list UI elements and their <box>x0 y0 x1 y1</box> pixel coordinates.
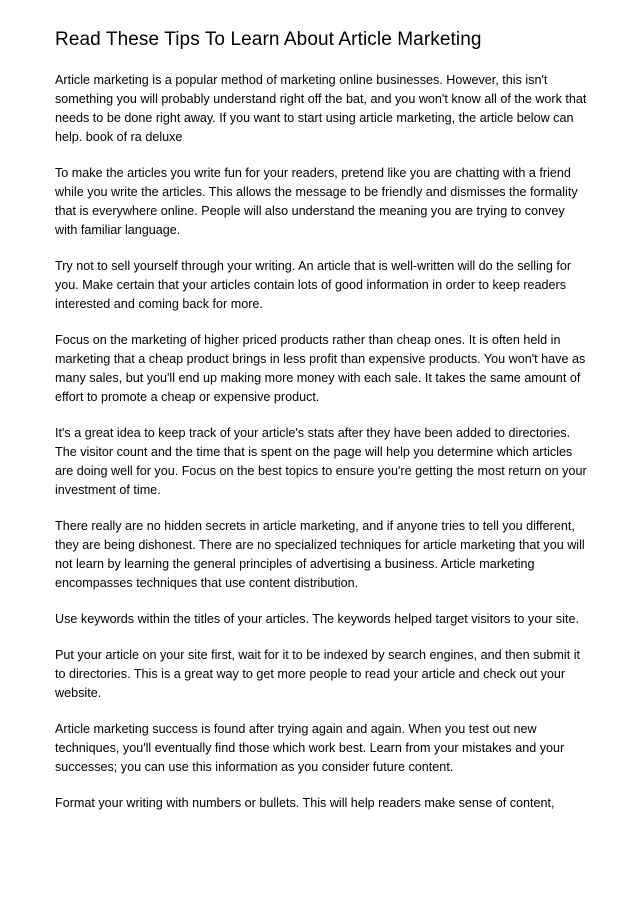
paragraph: Use keywords within the titles of your articles. The keywords helped target visitors to your site. <box>55 612 580 626</box>
paragraph-list <box>55 71 587 813</box>
document-title: Read These Tips To Learn About Article Marketing <box>55 29 482 50</box>
paragraph: To make the articles you write fun for your readers, pretend like you are chatting with a friend while you write the articles. This allows the message to be friendly and dismisses the formality that is everywhere online. People will also understand the meaning you are trying to convey with familiar language. <box>55 166 578 237</box>
paragraph: Focus on the marketing of higher priced products rather than cheap ones. It is often held in marketing that a cheap product brings in less profit than expensive products. You won't have as many sales, but you'll end up making more money with each sale. It takes the same amount of effort to promote a cheap or expensive product. <box>55 333 586 404</box>
paragraph: Put your article on your site first, wait for it to be indexed by search engines, and then submit it to directories. This is a great way to get more people to read your article and check out your website. <box>55 648 581 700</box>
paragraph: There really are no hidden secrets in article marketing, and if anyone tries to tell you different, they are being dishonest. There are no specialized techniques for article marketing that you will not learn by learning the general principles of advertising a business. Article marketing encompasses techniques that use content distribution. <box>55 519 585 590</box>
paragraph: Format your writing with numbers or bullets. This will help readers make sense of content, <box>55 796 555 810</box>
paragraph: Article marketing is a popular method of marketing online businesses. However, this isn't something you will probably understand right off the bat, and you won't know all of the work that needs to be done right away. If you want to start using article marketing, the article below can help. book of ra deluxe <box>55 73 587 144</box>
paragraph: Try not to sell yourself through your writing. An article that is well-written will do the selling for you. Make certain that your articles contain lots of good information in order to keep readers interested and coming back for more. <box>55 259 572 311</box>
paragraph: Article marketing success is found after trying again and again. When you test out new techniques, you'll eventually find those which work best. Learn from your mistakes and your successes; you can use this information as you consider future content. <box>55 722 565 774</box>
document-page <box>55 28 587 830</box>
paragraph: It's a great idea to keep track of your article's stats after they have been added to directories. The visitor count and the time that is spent on the page will help you determine which articles are doing well for you. Focus on the best topics to ensure you're getting the most return on your investment of time. <box>55 426 587 497</box>
